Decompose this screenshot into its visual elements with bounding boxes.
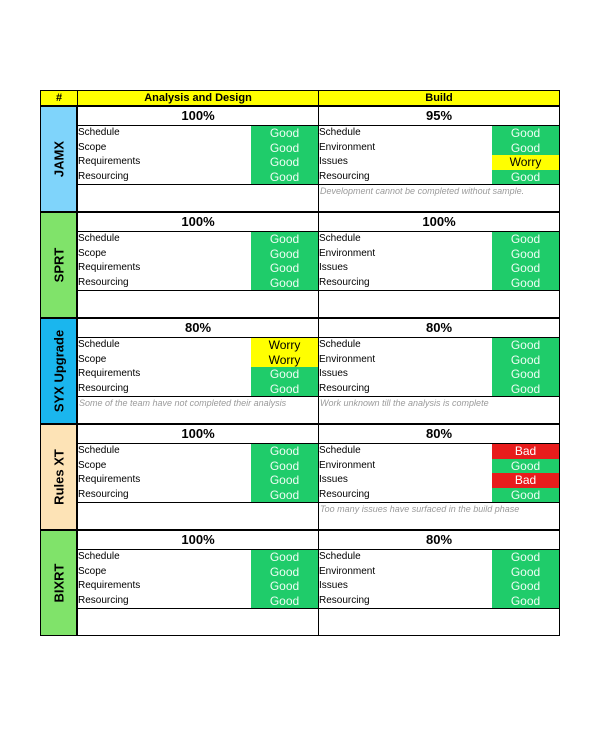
- status-badge: Bad: [492, 473, 559, 488]
- project-label-cell: [40, 530, 77, 636]
- status-row: [78, 276, 318, 291]
- percent-complete: 100%: [78, 213, 318, 232]
- status-badge: Good: [251, 155, 318, 170]
- analysis-panel: [77, 424, 319, 530]
- status-badge: Good: [251, 488, 318, 503]
- status-label: Issues: [319, 580, 348, 591]
- status-note: Development cannot be completed without sample.: [320, 186, 525, 196]
- status-note: Work unknown till the analysis is complete: [320, 398, 489, 408]
- status-label: Schedule: [319, 127, 361, 138]
- build-panel: [318, 530, 560, 636]
- status-row: [78, 488, 318, 503]
- status-badge: Good: [251, 261, 318, 276]
- status-row: [78, 550, 318, 565]
- status-label: Issues: [319, 368, 348, 379]
- status-label: Schedule: [319, 233, 361, 244]
- status-label: Resourcing: [319, 594, 370, 606]
- status-badge: Good: [492, 276, 559, 291]
- status-note: [319, 609, 559, 636]
- build-panel: [318, 318, 560, 424]
- status-note: Some of the team have not completed their analysis: [79, 398, 287, 408]
- status-row: [78, 367, 318, 382]
- status-label: Schedule: [319, 551, 361, 562]
- project-group: [40, 212, 560, 318]
- status-badge: Good: [251, 550, 318, 565]
- status-label: Schedule: [78, 233, 120, 244]
- status-label: Scope: [78, 565, 107, 577]
- percent-complete: 100%: [319, 213, 559, 232]
- status-row: [319, 353, 559, 368]
- status-label: Resourcing: [78, 488, 129, 500]
- project-groups: [40, 106, 560, 636]
- status-badge: Good: [492, 126, 559, 141]
- status-row: [319, 367, 559, 382]
- project-label-cell: [40, 424, 77, 530]
- status-note: [78, 185, 318, 212]
- status-badge: Good: [492, 382, 559, 397]
- build-panel: [318, 106, 560, 212]
- build-panel: [318, 424, 560, 530]
- project-group: [40, 318, 560, 424]
- status-badge: Worry: [251, 338, 318, 353]
- status-label: Requirements: [78, 474, 141, 485]
- status-row: [78, 232, 318, 247]
- status-badge: Good: [492, 594, 559, 609]
- status-badge: Good: [251, 579, 318, 594]
- status-row: [319, 170, 559, 185]
- status-label: Resourcing: [319, 276, 370, 288]
- status-row: [78, 247, 318, 262]
- status-label: Schedule: [319, 339, 361, 350]
- status-row: [319, 550, 559, 565]
- build-panel: [318, 212, 560, 318]
- status-row: [78, 126, 318, 141]
- status-label: Requirements: [78, 262, 141, 273]
- analysis-panel: [77, 212, 319, 318]
- percent-complete: 80%: [78, 319, 318, 338]
- header-analysis-and-design: Analysis and Design: [77, 90, 319, 106]
- status-row: [78, 141, 318, 156]
- project-group: [40, 424, 560, 530]
- status-row: [319, 338, 559, 353]
- project-name: SPRT: [51, 247, 66, 283]
- status-badge: Good: [251, 565, 318, 580]
- status-label: Resourcing: [78, 170, 129, 182]
- status-rows: [78, 550, 318, 609]
- status-badge: Good: [492, 247, 559, 262]
- status-badge: Good: [251, 232, 318, 247]
- status-note: [78, 503, 318, 530]
- status-label: Schedule: [78, 127, 120, 138]
- status-row: [78, 338, 318, 353]
- status-label: Environment: [319, 247, 376, 259]
- status-badge: Good: [492, 232, 559, 247]
- status-badge: Good: [492, 261, 559, 276]
- status-badge: Worry: [251, 353, 318, 368]
- status-label: Environment: [319, 565, 376, 577]
- status-label: Environment: [319, 459, 376, 471]
- status-row: [319, 261, 559, 276]
- percent-complete: 100%: [78, 107, 318, 126]
- project-name: SYX Upgrade: [51, 329, 66, 413]
- project-name: JAMX: [51, 140, 66, 178]
- status-note: [78, 291, 318, 318]
- status-label: Scope: [78, 459, 107, 471]
- status-rows: [78, 338, 318, 397]
- project-label-cell: [40, 106, 77, 212]
- status-rows: [78, 232, 318, 291]
- status-label: Schedule: [78, 339, 120, 350]
- status-badge: Good: [492, 488, 559, 503]
- project-label-cell: [40, 212, 77, 318]
- project-name: Rules XT: [51, 449, 66, 505]
- status-row: [319, 141, 559, 156]
- status-row: [78, 261, 318, 276]
- status-row: [319, 579, 559, 594]
- analysis-panel: [77, 106, 319, 212]
- percent-complete: 95%: [319, 107, 559, 126]
- status-row: [78, 473, 318, 488]
- status-row: [319, 126, 559, 141]
- status-badge: Good: [492, 565, 559, 580]
- status-label: Resourcing: [78, 276, 129, 288]
- status-rows: [78, 126, 318, 185]
- status-badge: Good: [492, 367, 559, 382]
- analysis-panel: [77, 530, 319, 636]
- status-row: [319, 565, 559, 580]
- status-badge: Good: [492, 579, 559, 594]
- status-badge: Good: [492, 170, 559, 185]
- status-row: [319, 473, 559, 488]
- percent-complete: 100%: [78, 531, 318, 550]
- status-row: [319, 382, 559, 397]
- status-badge: Good: [492, 459, 559, 474]
- status-label: Resourcing: [319, 170, 370, 182]
- status-label: Resourcing: [78, 382, 129, 394]
- status-badge: Worry: [492, 155, 559, 170]
- status-badge: Good: [492, 550, 559, 565]
- status-badge: Good: [251, 382, 318, 397]
- status-row: [319, 232, 559, 247]
- status-row: [78, 565, 318, 580]
- status-note: [319, 291, 559, 318]
- status-badge: Good: [251, 594, 318, 609]
- status-row: [319, 276, 559, 291]
- status-badge: Good: [492, 338, 559, 353]
- status-rows: [319, 550, 559, 609]
- status-rows: [319, 338, 559, 397]
- status-row: [319, 247, 559, 262]
- project-group: [40, 530, 560, 636]
- status-rows: [78, 444, 318, 503]
- status-badge: Good: [251, 276, 318, 291]
- status-row: [78, 382, 318, 397]
- project-label-cell: [40, 318, 77, 424]
- percent-complete: 100%: [78, 425, 318, 444]
- status-row: [78, 459, 318, 474]
- status-badge: Good: [492, 353, 559, 368]
- status-badge: Good: [251, 247, 318, 262]
- status-badge: Good: [251, 473, 318, 488]
- status-row: [78, 170, 318, 185]
- status-row: [78, 594, 318, 609]
- project-group: [40, 106, 560, 212]
- status-label: Issues: [319, 474, 348, 485]
- status-row: [78, 353, 318, 368]
- status-label: Schedule: [78, 445, 120, 456]
- status-label: Schedule: [78, 551, 120, 562]
- status-label: Schedule: [319, 445, 361, 456]
- header-build: Build: [318, 90, 560, 106]
- status-label: Resourcing: [78, 594, 129, 606]
- status-row: [319, 594, 559, 609]
- status-row: [319, 488, 559, 503]
- status-badge: Good: [251, 141, 318, 156]
- status-label: Resourcing: [319, 488, 370, 500]
- status-label: Scope: [78, 247, 107, 259]
- percent-complete: 80%: [319, 531, 559, 550]
- header-row: [40, 90, 560, 106]
- status-row: [319, 459, 559, 474]
- percent-complete: 80%: [319, 425, 559, 444]
- status-sheet: [40, 90, 560, 636]
- header-hash: #: [40, 90, 78, 106]
- status-badge: Good: [251, 170, 318, 185]
- status-label: Resourcing: [319, 382, 370, 394]
- status-badge: Good: [251, 367, 318, 382]
- status-badge: Good: [251, 126, 318, 141]
- status-label: Requirements: [78, 580, 141, 591]
- status-label: Environment: [319, 141, 376, 153]
- status-row: [319, 155, 559, 170]
- status-label: Requirements: [78, 156, 141, 167]
- status-badge: Good: [492, 141, 559, 156]
- status-label: Issues: [319, 156, 348, 167]
- status-rows: [319, 232, 559, 291]
- status-badge: Good: [251, 459, 318, 474]
- status-rows: [319, 126, 559, 185]
- status-row: [78, 155, 318, 170]
- status-label: Issues: [319, 262, 348, 273]
- status-row: [319, 444, 559, 459]
- analysis-panel: [77, 318, 319, 424]
- status-label: Scope: [78, 353, 107, 365]
- status-label: Requirements: [78, 368, 141, 379]
- status-badge: Good: [251, 444, 318, 459]
- status-rows: [319, 444, 559, 503]
- status-note: [78, 609, 318, 636]
- status-badge: Bad: [492, 444, 559, 459]
- percent-complete: 80%: [319, 319, 559, 338]
- status-row: [78, 579, 318, 594]
- status-note: Too many issues have surfaced in the build phase: [320, 504, 520, 514]
- status-row: [78, 444, 318, 459]
- status-label: Scope: [78, 141, 107, 153]
- status-label: Environment: [319, 353, 376, 365]
- project-name: BIXRT: [51, 563, 66, 603]
